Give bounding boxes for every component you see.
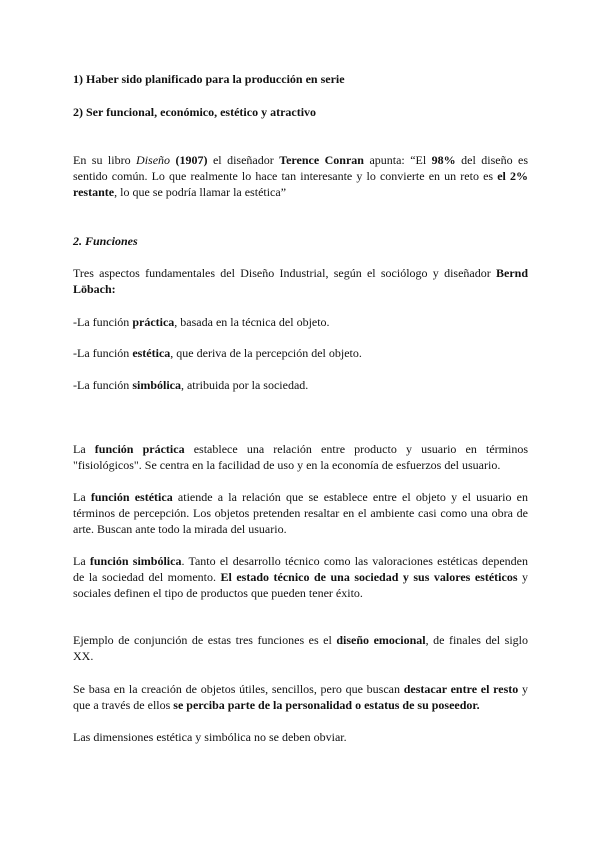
function-list-item: -La función simbólica, atribuida por la sociedad. — [73, 378, 309, 392]
conran-quote-paragraph: En su libro Diseño (1907) el diseñador Terence Conran apunta: “El 98% del diseño es sentido común. Lo que realmente lo hace tan interesante y lo convierte en un reto es el 2% restante, lo que se podría llamar la estética” — [73, 153, 529, 199]
practica-paragraph: La función práctica establece una relación entre producto y usuario en términos "fisiológicos". Se centra en la facilidad de uso y en la economía de esfuerzos del usuario. — [73, 442, 528, 472]
simbolica-paragraph: La función simbólica. Tanto el desarrollo técnico como las valoraciones estéticas dependen de la sociedad del momento. El estado técnico de una sociedad y sus valores estéticos y sociales definen el tipo de productos que pueden tener éxito. — [73, 554, 529, 600]
requirement-1: 1) Haber sido planificado para la producción en serie — [73, 72, 345, 86]
requirement-2: 2) Ser funcional, económico, estético y atractivo — [73, 105, 317, 119]
estetica-paragraph: La función estética atiende a la relación que se establece entre el objeto y el usuario en términos de percepción. Los objetos pretenden resaltar en el ambiente casi como una obra de arte. Buscan ante todo la mirada del usuario. — [73, 490, 529, 536]
emocional-paragraph: Ejemplo de conjunción de estas tres funciones es el diseño emocional, de finales del siglo XX. — [73, 633, 529, 663]
section-heading: 2. Funciones — [73, 234, 138, 248]
author-name: Terence Conran — [279, 153, 364, 167]
basa-paragraph: Se basa en la creación de objetos útiles, sencillos, pero que buscan destacar entre el resto y que a través de ellos se perciba parte de la personalidad o estatus de su poseedor. — [73, 682, 529, 712]
section-intro: Tres aspectos fundamentales del Diseño Industrial, según el sociólogo y diseñador Bernd Löbach: — [73, 266, 528, 296]
book-title: Diseño — [136, 153, 171, 167]
closing-sentence: Las dimensiones estética y simbólica no se deben obviar. — [73, 730, 347, 744]
function-list-item: -La función estética, que deriva de la percepción del objeto. — [73, 346, 362, 360]
function-list-item: -La función práctica, basada en la técnica del objeto. — [73, 315, 330, 329]
author-name: Bernd Löbach: — [73, 266, 528, 296]
